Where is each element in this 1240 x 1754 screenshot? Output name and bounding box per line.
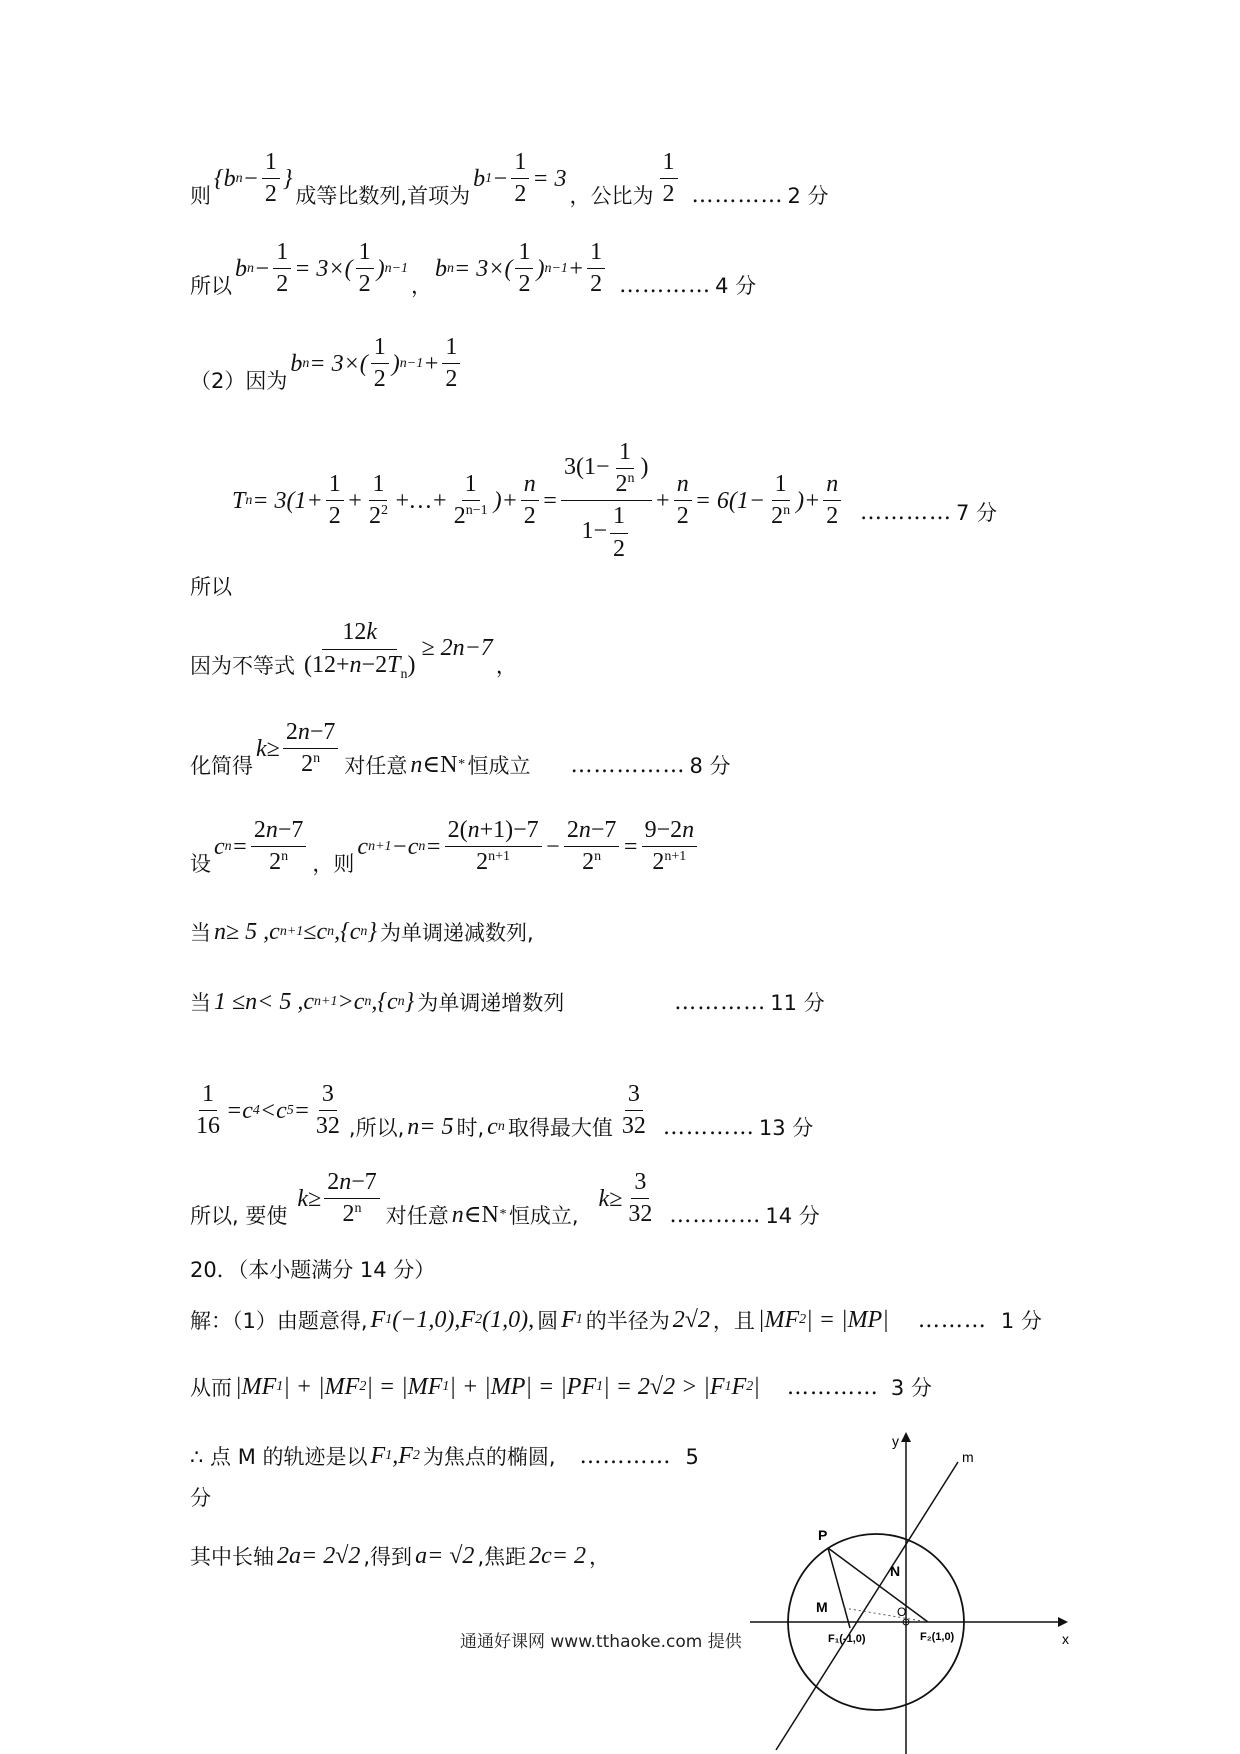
text-part2-because: （2）因为 xyxy=(190,369,288,394)
line-inequality xyxy=(190,619,517,682)
label-O: O xyxy=(897,1605,907,1619)
formula-n-in-N: n ∈ N * xyxy=(410,752,465,779)
score-label: 分 xyxy=(190,1486,211,1510)
formula-bn-minus-half: b n − $\frac{1}{2}$ = 3×( $\frac{1}{2}$ ) n−1 xyxy=(235,239,409,298)
score-dots: ………… xyxy=(579,1444,672,1469)
line-solution-2 xyxy=(190,1375,932,1399)
y-axis-arrow xyxy=(901,1432,911,1442)
text-inequality: 因为不等式 xyxy=(190,653,295,678)
score-dots: …………… xyxy=(570,753,686,779)
text-holds: 恒成立 xyxy=(467,754,531,779)
text-when: 当 xyxy=(190,921,211,945)
text-comma: ， xyxy=(588,1545,610,1569)
line-solution-4 xyxy=(190,1544,610,1568)
text-holds: 恒成立, xyxy=(508,1204,579,1229)
text-decreasing: 为单调递减数列, xyxy=(379,921,534,945)
text-so-make: 所以, 要使 xyxy=(190,1204,288,1229)
text-therefore: 从而 xyxy=(190,1376,232,1400)
formula-a: a = √2 xyxy=(415,1543,475,1569)
text-focal: ,焦距 xyxy=(477,1545,527,1569)
text-circle: 圆 xyxy=(537,1309,559,1333)
text-so: ,所以, xyxy=(348,1116,405,1141)
formula-k-ge: k ≥ $\frac{2n-7}{2^n}$ xyxy=(256,720,341,777)
label-x: x xyxy=(1062,1631,1069,1647)
ellipse-diagram xyxy=(740,1430,1080,1754)
formula-sum-distances: | MF 1 | + | MF 2 | = | MF 1 | + | MP | = | PF 1 | = 2√2 > | F 1 F 2 | xyxy=(235,1374,760,1400)
x-axis-arrow xyxy=(1058,1617,1068,1627)
score-label: 7 分 xyxy=(956,501,998,525)
score-label: 1 分 xyxy=(1000,1309,1042,1333)
score-label: 5 xyxy=(685,1445,699,1469)
label-P: P xyxy=(818,1527,828,1543)
score-dots: ………… xyxy=(619,273,712,299)
question-20-title xyxy=(190,1260,435,1281)
text-for-any: 对任意 xyxy=(385,1204,449,1229)
text-get: ,得到 xyxy=(363,1545,413,1569)
segment-pf2 xyxy=(828,1548,928,1622)
score-dots: ………… xyxy=(691,183,784,209)
text-let: 设 xyxy=(190,852,211,877)
text-major-axis: 其中长轴 xyxy=(190,1545,274,1569)
score-label: 2 分 xyxy=(787,184,829,209)
score-label: 8 分 xyxy=(689,754,731,779)
line-geometric-sequence xyxy=(190,150,829,207)
line-max-value xyxy=(190,1082,813,1139)
line-solution-3 xyxy=(190,1444,699,1468)
text-then: 则 xyxy=(190,184,211,209)
formula-inequality: $\frac{12k}{(12+n-2T_n)}$ ≥ 2 n −7 xyxy=(304,619,493,682)
text-comma: ， xyxy=(495,653,517,678)
text-so: 所以 xyxy=(190,274,232,299)
text-ellipse: 为焦点的椭圆, xyxy=(422,1445,556,1469)
formula-n-eq-5: n = 5 xyxy=(407,1114,454,1141)
formula-tn: T n = 3(1+ $\frac{1}{2}$ + $\frac{1}{2^2}$ +…+ $\frac{1}{2^{n-1}}$ )+ $\frac{n}{2}$ = 3(1− $\frac{1}{2^n}$ ) 1− $\frac{1}{2}$ + $\frac{n}{2}$ = 6(1− $\frac{1}{2^n}$ )+ $\frac{n}{2}$ xyxy=(232,440,844,562)
segment-mf2 xyxy=(844,1608,928,1622)
score-dots: ………… xyxy=(674,990,767,1015)
label-N: N xyxy=(890,1563,901,1579)
score-dots: ………… xyxy=(662,1115,755,1141)
label-M: M xyxy=(816,1599,828,1615)
score-label: 3 分 xyxy=(890,1376,932,1400)
formula-cn-diff: c n+1 − c n = $\frac{2(n+1)-7}{2^{n+1}}$ − $\frac{2n-7}{2^n}$ = $\frac{9-2n}{2^{n+1}}$ xyxy=(357,818,700,875)
formula-bn: b n = 3×( $\frac{1}{2}$ ) n−1 + $\frac{1}{2}$ xyxy=(435,240,608,297)
page-footer: 通通好课网 www.tthaoke.com 提供 xyxy=(460,1632,742,1652)
formula-3-32: $\frac{3}{32}$ xyxy=(621,1081,646,1140)
line-solution-3b xyxy=(190,1488,211,1509)
formula-c4-c5: $\frac{1}{16}$ = c 4 < c 5 = $\frac{3}{32}$ xyxy=(196,1081,340,1140)
line-simplify xyxy=(190,720,731,777)
formula-radius: 2√2 xyxy=(672,1307,710,1333)
score-label: 4 分 xyxy=(715,274,757,299)
text-when: 当 xyxy=(190,991,211,1015)
label-y: y xyxy=(892,1433,899,1449)
text-question-title: 20．（本小题满分 14 分） xyxy=(190,1258,436,1282)
line-m xyxy=(776,1462,958,1750)
text-increasing: 为单调递增数列 xyxy=(417,991,565,1015)
score-label: 14 分 xyxy=(765,1204,820,1229)
formula-n-ge-5: n ≥ 5 , c n+1 ≤ c n ,{ c n } xyxy=(214,919,377,945)
score-dots: ……… xyxy=(917,1308,987,1333)
formula-cn-small: c n xyxy=(487,1114,505,1141)
text-and: ，且 xyxy=(712,1309,755,1333)
text-first-term: 成等比数列,首项为 xyxy=(295,184,471,209)
line-solution-1 xyxy=(190,1308,1042,1332)
label-F2: F₂(1,0) xyxy=(920,1631,955,1643)
formula-bn-part2: b n = 3×( $\frac{1}{2}$ ) n−1 + $\frac{1}{2}$ xyxy=(290,335,463,392)
text-when: 时, xyxy=(456,1116,485,1141)
formula-n-lt-5: 1 ≤ n < 5 , c n+1 > c n ,{ c n } xyxy=(214,989,415,1015)
text-so: 所以 xyxy=(190,574,232,599)
formula-half: $\frac{1}{2}$ xyxy=(657,150,681,207)
formula-cn: c n = $\frac{2n-7}{2^n}$ xyxy=(214,818,309,875)
score-dots: ………… xyxy=(669,1203,762,1229)
label-m: m xyxy=(962,1449,974,1465)
formula-k-ge-3-32: k ≥ $\frac{3}{32}$ xyxy=(598,1169,653,1228)
segment-pf1 xyxy=(828,1548,850,1628)
text-then: ，则 xyxy=(312,852,355,877)
formula-bn-seq: { b n − $\frac{1}{2}$ } xyxy=(214,149,293,208)
formula-2c: 2 c = 2 xyxy=(529,1543,586,1569)
label-F1: F₁(-1,0) xyxy=(828,1633,866,1645)
formula-mf2-mp: | MF 2 | = | MP | xyxy=(757,1307,889,1333)
line-tn-score xyxy=(852,502,997,524)
text-max: 取得最大值 xyxy=(507,1116,613,1141)
text-for-any: 对任意 xyxy=(344,754,408,779)
text-radius: 的半径为 xyxy=(585,1309,670,1333)
text-locus: ∴ 点 M 的轨迹是以 xyxy=(190,1445,368,1469)
formula-2a: 2 a = 2√2 xyxy=(277,1543,361,1569)
text-simplify: 化简得 xyxy=(190,754,253,779)
formula-b1: b 1 − $\frac{1}{2}$ = 3 xyxy=(473,149,567,208)
line-increasing xyxy=(190,990,825,1014)
text-comma: ， xyxy=(411,274,433,299)
formula-foci: F 1 (−1,0), F 2 (1,0), xyxy=(370,1307,535,1333)
score-label: 13 分 xyxy=(758,1116,814,1141)
formula-n-in-N: n ∈ N * xyxy=(451,1202,506,1229)
text-ratio: ，公比为 xyxy=(569,184,654,209)
formula-f1: F 1 xyxy=(561,1307,583,1333)
score-dots: ………… xyxy=(786,1375,879,1400)
line-cn-def xyxy=(190,818,703,875)
score-dots: ………… xyxy=(860,500,952,525)
formula-k-ge-2: k ≥ $\frac{2n-7}{2^n}$ xyxy=(297,1170,382,1227)
line-bn-formula xyxy=(190,240,756,297)
line-conclusion xyxy=(190,1170,820,1227)
text-solution: 解：（1）由题意得, xyxy=(190,1309,368,1333)
formula-f1-f2: F 1 , F 2 xyxy=(370,1443,420,1469)
line-part2 xyxy=(190,335,466,392)
score-label: 11 分 xyxy=(770,991,825,1015)
line-decreasing xyxy=(190,920,534,944)
